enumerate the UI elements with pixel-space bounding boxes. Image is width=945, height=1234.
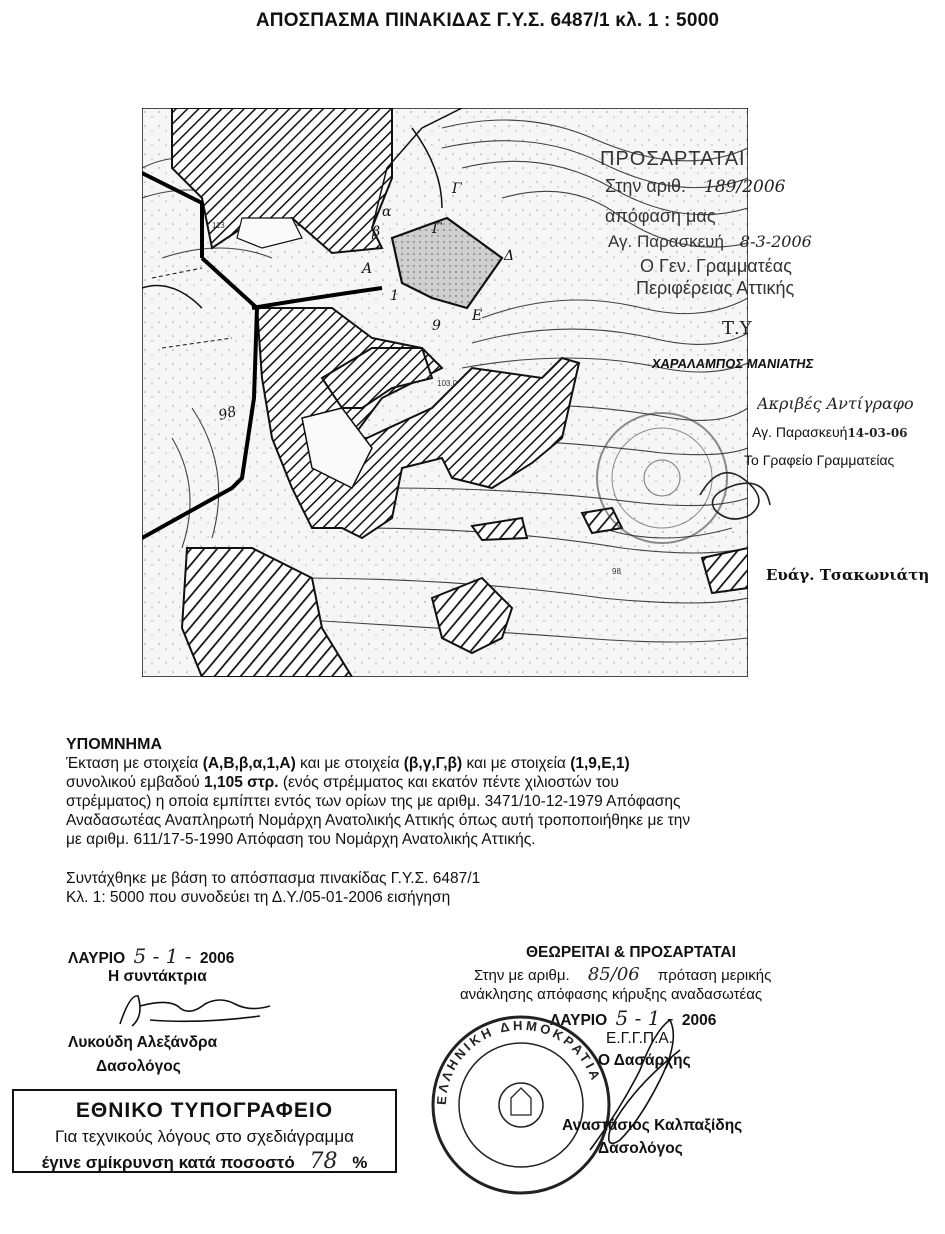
stamp-signer: ΧΑΡΑΛΑΜΠΟΣ ΜΑΝΙΑΤΗΣ [650, 356, 815, 371]
right-org: Ε.Γ.Γ.Π.Α. [606, 1030, 674, 1047]
copy-place-date [752, 424, 908, 440]
legend-line: με αριθμ. 611/17-5-1990 Απόφαση του Νομάρχη Ανατολικής Αττικής. [66, 831, 536, 848]
map-label: α [382, 204, 392, 220]
left-date-handwritten: 5 - 1 - [133, 944, 192, 968]
stamp-initials: Τ.Υ [722, 318, 752, 339]
map-label: 1 [390, 288, 399, 304]
page-title: ΑΠΟΣΠΑΣΜΑ ΠΙΝΑΚΙΔΑΣ Γ.Υ.Σ. 6487/1 κλ. 1 : 5000 [255, 10, 720, 31]
map-label: Δ [504, 248, 515, 264]
legend-block [66, 735, 766, 907]
right-name: Αναστάσιος Καλπαξίδης [562, 1117, 743, 1134]
elevation-label: 98 [612, 567, 621, 576]
legend-line: στρέμματος) η οποία εμπίπτει εντός των ορίων της με αριθμ. 3471/10-12-1979 Απόφασης [66, 793, 681, 810]
legend-text: (ενός στρέμματος και εκατόν πέντε χιλιοστών του [278, 774, 619, 791]
signature-mark [690, 455, 780, 530]
right-line: ανάκλησης απόφασης κήρυξης αναδασωτέας [460, 986, 763, 1003]
stamp-handwritten-number: 189/2006 [704, 177, 786, 197]
legend-text: Έκταση με στοιχεία [66, 755, 203, 772]
map-label: Γ [432, 221, 442, 237]
map-label: Α [362, 261, 373, 277]
percent-sign: % [352, 1153, 368, 1172]
legend-points: (Α,Β,β,α,1,Α) [202, 755, 296, 772]
printer-line: Για τεχνικούς λόγους στο σχεδιάγραμμα [55, 1127, 354, 1146]
copy-date: 14-03-06 [847, 426, 908, 440]
map-label: β [372, 224, 381, 240]
left-title: Δασολόγος [96, 1058, 181, 1075]
left-role: Η συντάκτρια [108, 968, 207, 985]
stamp-line: Περιφέρειας Αττικής [636, 278, 795, 298]
stamp-line: Ο Γεν. Γραμματέας [640, 256, 792, 276]
right-year: 2006 [681, 1012, 717, 1029]
left-year: 2006 [199, 950, 235, 967]
stamp-handwritten-date: 8-3-2006 [739, 232, 812, 251]
left-place: ΛΑΥΡΙΟ [68, 950, 126, 967]
right-line [474, 964, 771, 985]
elevation-label: 103.0 [437, 379, 458, 388]
copy-signer: Ευάγ. Τσακωνιάτη [766, 566, 930, 584]
legend-line: Αναδασωτέας Αναπληρωτή Νομάρχη Ανατολικής Αττικής όπως αυτή τροποποιήθηκε με την [66, 812, 691, 829]
stamp-line: απόφαση μας [605, 206, 716, 226]
compiled-note: Συντάχθηκε με βάση το απόσπασμα πινακίδας Γ.Υ.Σ. 6487/1 [66, 870, 481, 887]
stamp-line [605, 176, 786, 197]
right-number-handwritten: 85/06 [587, 964, 640, 985]
left-name: Λυκούδη Αλεξάνδρα [68, 1034, 218, 1051]
stamp-line: ΠΡΟΣΑΡΤΑΤΑΙ [600, 148, 746, 170]
right-text: πρόταση μερικής [657, 967, 772, 984]
copy-place: Αγ. Παρασκευή [752, 424, 848, 440]
map-label: Γ [452, 181, 462, 197]
elevation-label: 113 [212, 221, 225, 230]
printer-text: έγινε σμίκρυνση κατά ποσοστό [41, 1153, 295, 1172]
legend-points: (1,9,Ε,1) [570, 755, 630, 772]
stamp-line [608, 232, 812, 252]
stamp-prefix: Αγ. Παρασκευή [608, 232, 724, 251]
reduction-percent-handwritten: 78 [309, 1149, 338, 1174]
legend-area: 1,105 στρ. [204, 774, 279, 791]
right-place: ΛΑΥΡΙΟ [550, 1012, 608, 1029]
left-signature [110, 986, 280, 1032]
right-text: Στην με αριθμ. [474, 967, 570, 984]
right-title: Δασολόγος [598, 1140, 683, 1157]
right-signature [560, 1010, 700, 1160]
certified-copy-label: Ακριβές Αντίγραφο [757, 394, 914, 413]
legend-line [66, 773, 766, 792]
legend-text: συνολικού εμβαδού [66, 774, 205, 791]
compiled-note: Κλ. 1: 5000 που συνοδεύει τη Δ.Υ./05-01-2006 εισήγηση [66, 889, 451, 906]
office-label: Το Γραφείο Γραμματείας [744, 452, 895, 468]
left-place-date [68, 944, 234, 968]
legend-line [66, 754, 766, 773]
map-label: 9 [432, 318, 441, 334]
legend-points: (β,γ,Γ,β) [403, 755, 463, 772]
printer-title: ΕΘΝΙΚΟ ΤΥΠΟΓΡΑΦΕΙΟ [75, 1099, 334, 1122]
stamp-prefix: Στην αριθ. [605, 176, 687, 196]
right-date-handwritten: 5 - 1 - [615, 1006, 674, 1030]
legend-text: και με στοιχεία [462, 755, 571, 772]
right-heading: ΘΕΩΡΕΙΤΑΙ & ΠΡΟΣΑΡΤΑΤΑΙ [526, 944, 736, 961]
printer-line [14, 1149, 395, 1174]
legend-heading: ΥΠΟΜΝΗΜΑ [66, 736, 162, 753]
right-role: Ο Δασάρχης [598, 1052, 691, 1069]
printer-notice-box [12, 1089, 397, 1173]
map-label: Ε [472, 308, 483, 324]
legend-text: και με στοιχεία [295, 755, 404, 772]
map-label: 98 [216, 403, 239, 424]
seal-text: ΕΛΛΗΝΙΚΗ ΔΗΜΟΚΡΑΤΙΑ [433, 1017, 605, 1106]
